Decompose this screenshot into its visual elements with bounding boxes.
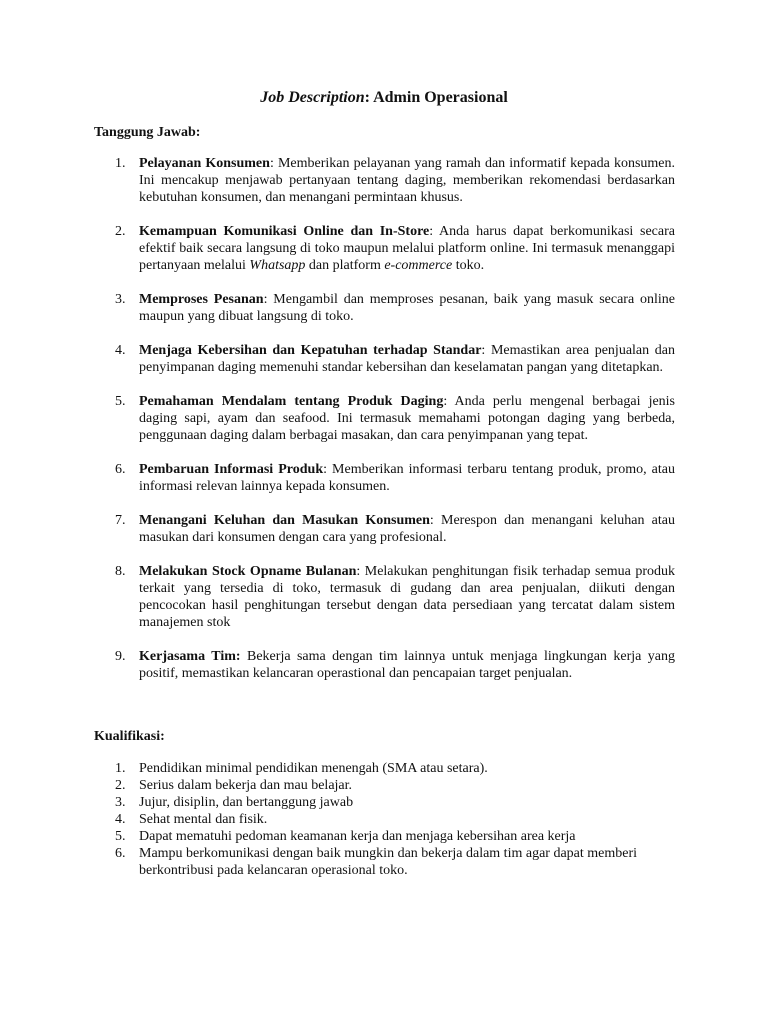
item-term: Menjaga Kebersihan dan Kepatuhan terhadap Standar — [139, 343, 482, 358]
responsibilities-list — [0, 155, 768, 699]
item-term: Pelayanan Konsumen — [139, 156, 270, 171]
responsibility-item — [0, 393, 675, 444]
item-number: 4. — [115, 812, 126, 827]
qualification-item — [0, 777, 675, 794]
item-text: : Memberikan pelayanan yang ramah dan informatif kepada konsumen. Ini mencakup menjawab pertanyaan tentang daging, memberikan rekomendasi berdasarkan kebutuhan konsumen, dan menangani permintaan khusus. — [139, 156, 675, 205]
responsibility-item — [0, 291, 675, 325]
item-number: 6. — [115, 846, 126, 861]
title-rest: : Admin Operasional — [364, 89, 508, 106]
item-number: 7. — [115, 513, 126, 528]
item-number: 8. — [115, 564, 126, 579]
responsibility-item — [0, 563, 675, 631]
item-emphasis: e-commerce — [384, 258, 453, 273]
item-number: 4. — [115, 343, 126, 358]
responsibilities-heading: Tanggung Jawab: — [94, 125, 201, 140]
item-term: Menangani Keluhan dan Masukan Konsumen — [139, 513, 430, 528]
item-text: : Anda perlu mengenal berbagai jenis daging sapi, ayam dan seafood. Ini termasuk memahami potongan daging yang berbeda, penggunaan daging dalam berbagai masakan, dan cara penyimpanan yang tepat. — [139, 394, 676, 443]
item-text: Bekerja sama dengan tim lainnya untuk menjaga lingkungan kerja yang positif, memastikan kelancaran operastional dan pencapaian target penjualan. — [139, 649, 675, 681]
item-text: Dapat mematuhi pedoman keamanan kerja dan menjaga kebersihan area kerja — [139, 829, 576, 844]
item-number: 9. — [115, 649, 126, 664]
qualification-item — [0, 828, 675, 845]
item-term: Pemahaman Mendalam tentang Produk Daging — [139, 394, 444, 409]
responsibility-item — [0, 342, 675, 376]
item-emphasis: Whatsapp — [249, 258, 306, 273]
item-text: Sehat mental dan fisik. — [139, 812, 268, 827]
responsibility-item — [0, 461, 675, 495]
qualifications-list — [0, 760, 768, 879]
qualification-item — [0, 760, 675, 777]
item-text: : Merespon dan menangani keluhan atau masukan dari konsumen dengan cara yang profesional. — [139, 513, 675, 545]
item-text: dan platform — [305, 258, 385, 273]
item-number: 1. — [115, 761, 126, 776]
responsibility-item — [0, 223, 675, 274]
item-term: Melakukan Stock Opname Bulanan — [139, 564, 357, 579]
item-text: Jujur, disiplin, dan bertanggung jawab — [139, 795, 354, 810]
item-text: : Mengambil dan memproses pesanan, baik yang masuk secara online maupun yang dibuat langsung di toko. — [139, 292, 675, 324]
item-number: 5. — [115, 829, 126, 844]
qualification-item — [0, 811, 675, 828]
item-number: 3. — [115, 292, 126, 307]
item-term: Kerjasama Tim: — [139, 649, 241, 664]
item-term: Kemampuan Komunikasi Online dan In-Store — [139, 224, 430, 239]
responsibility-item — [0, 648, 675, 682]
item-text: : Memastikan area penjualan dan penyimpanan daging memenuhi standar kebersihan dan keselamatan pangan yang ditetapkan. — [139, 343, 675, 375]
item-number: 3. — [115, 795, 126, 810]
item-text: : Anda harus dapat berkomunikasi secara efektif baik secara langsung di toko maupun melalui platform online. Ini termasuk menanggapi pertanyaan melalui — [139, 224, 675, 273]
qualification-item — [0, 794, 675, 811]
item-text: : Memberikan informasi terbaru tentang produk, promo, atau informasi relevan lainnya kepada konsumen. — [139, 462, 675, 494]
item-number: 2. — [115, 778, 126, 793]
item-term: Memproses Pesanan — [139, 292, 264, 307]
item-text: toko. — [452, 258, 485, 273]
item-term: Pembaruan Informasi Produk — [139, 462, 324, 477]
item-text: Pendidikan minimal pendidikan menengah (SMA atau setara). — [139, 761, 488, 776]
title-italic: Job Description — [260, 89, 365, 106]
item-text: : Melakukan penghitungan fisik terhadap semua produk terkait yang tersedia di toko, termasuk di gudang dan area penjualan, diikuti dengan pencocokan hasil penghitungan tersebut dengan data persediaan yang tercatat dalam sistem manajemen stok — [139, 564, 675, 630]
document-title — [0, 88, 768, 108]
responsibility-item — [0, 512, 675, 546]
responsibility-item — [0, 155, 675, 206]
item-number: 1. — [115, 156, 126, 171]
item-text: Mampu berkomunikasi dengan baik mungkin dan bekerja dalam tim agar dapat memberi berkontribusi pada kelancaran operasional toko. — [139, 846, 638, 878]
item-number: 6. — [115, 462, 126, 477]
item-text: Serius dalam bekerja dan mau belajar. — [139, 778, 353, 793]
qualifications-heading: Kualifikasi: — [94, 729, 165, 744]
qualification-item — [0, 845, 675, 879]
item-number: 5. — [115, 394, 126, 409]
item-number: 2. — [115, 224, 126, 239]
